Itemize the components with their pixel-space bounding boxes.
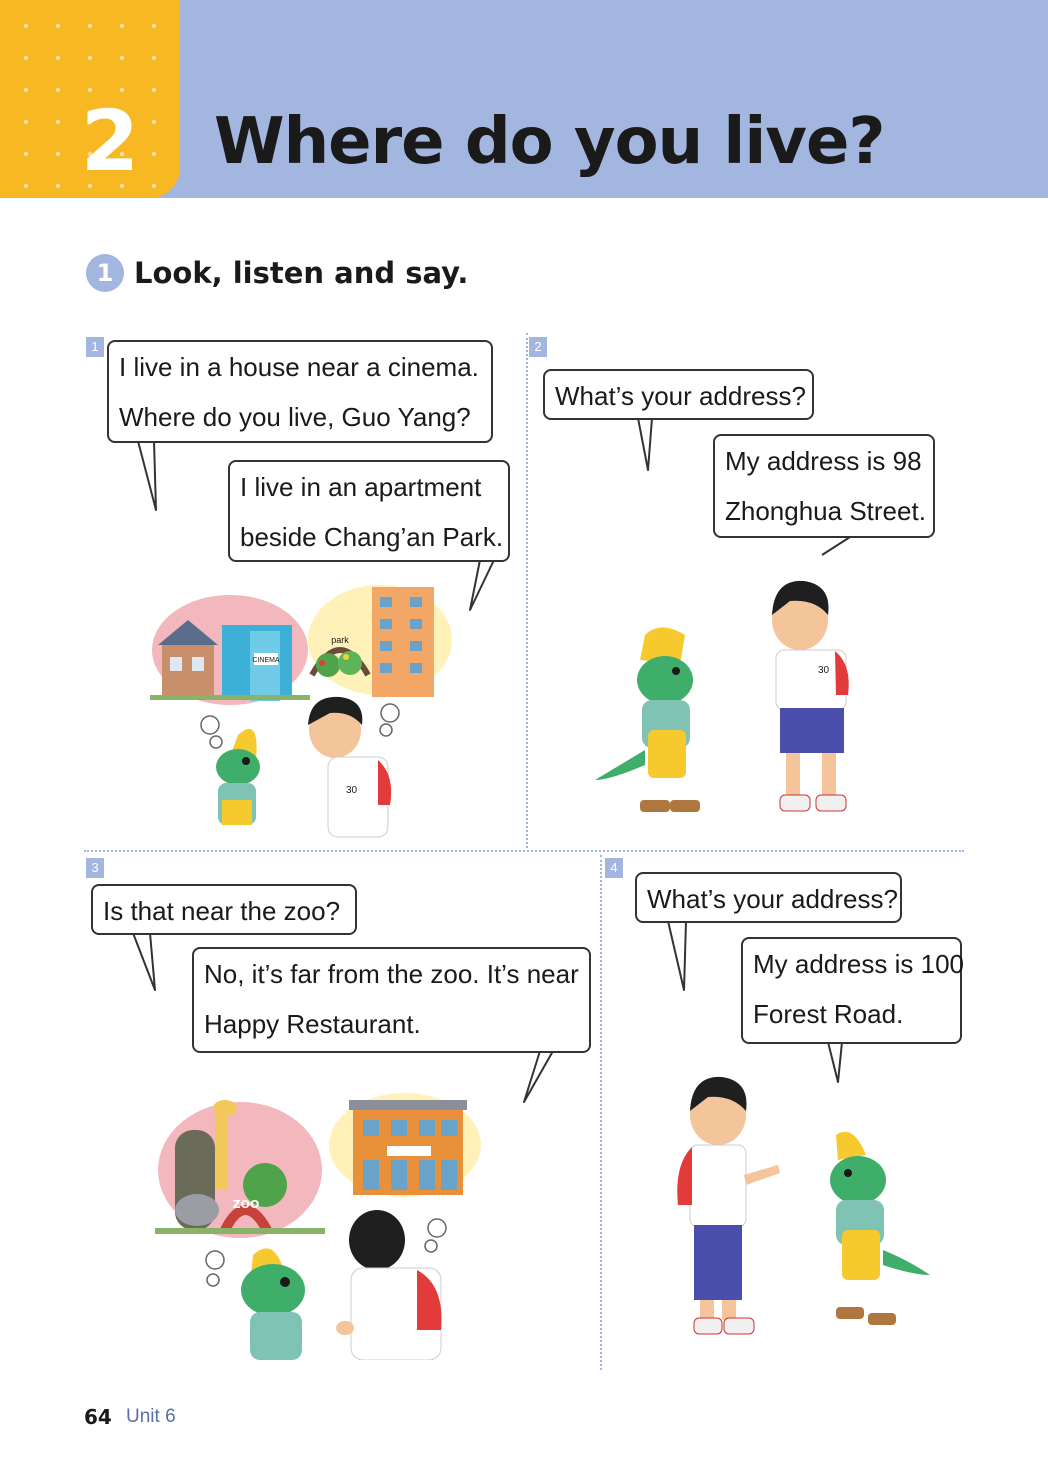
panel4-illustration [668,1075,938,1345]
cinema-sign-text: CINEMA [252,657,280,664]
boy-guo-yang [308,697,391,837]
shirt-number-text: 30 [818,665,830,676]
speech-bubble-panel3-b [192,947,591,1053]
dino-character [207,1248,333,1360]
panel1-illustration [150,585,470,845]
panel-divider-vertical-bottom [600,855,602,1370]
bubble-line: Is that near the zoo? [103,896,341,926]
boy-guo-yang [677,1077,780,1334]
panel-divider-vertical-top [526,333,528,848]
page-number: 64 [84,1405,112,1429]
bubble-tail-2a [638,418,652,470]
thought-bubble-apartment-park [308,585,452,697]
speech-bubble-panel2-a [543,369,814,420]
bubble-tail-2b [822,537,850,555]
page-title: Where do you live? [214,105,885,179]
bubble-tail-3a [133,933,155,990]
panel-number-2: 2 [529,337,547,357]
section-title: Look, listen and say. [134,256,469,290]
bubble-line: My address is 98 [725,446,922,476]
dino-character [216,729,276,825]
bubble-tail-1a [138,441,156,510]
speech-bubble-panel3-a [91,884,357,935]
bubble-line: I live in an apartment [240,472,482,502]
dino-character [817,1132,930,1325]
speech-bubble-panel4-a [635,872,902,923]
park-sign-text: park [331,635,349,645]
boy-guo-yang [772,581,849,811]
thought-bubble-zoo [155,1100,325,1238]
bubble-line: What’s your address? [555,381,806,411]
bubble-line: Forest Road. [753,999,904,1029]
bubble-line: My address is 100 [753,949,964,979]
lesson-number: 2 [80,92,140,190]
panel-number-4: 4 [605,858,623,878]
unit-label: Unit 6 [126,1406,176,1427]
zoo-sign-text: ZOO [232,1198,260,1211]
bubble-line: beside Chang’an Park. [240,522,504,552]
bubble-line: Where do you live, Guo Yang? [119,402,471,432]
bubble-tail-3b [524,1051,553,1102]
bubble-line: I live in a house near a cinema. [119,352,479,382]
speech-bubble-panel1-b [228,460,510,562]
bubble-line: Zhonghua Street. [725,496,926,526]
panel3-illustration [155,1090,485,1360]
speech-bubble-panel2-b [713,434,935,538]
bubble-tail-1b [470,560,494,610]
speech-bubble-panel1-a [107,340,493,443]
dino-character [595,628,719,813]
bubble-line: What’s your address? [647,884,898,914]
bubble-line: No, it’s far from the zoo. It’s near [204,959,579,989]
thought-bubble-house-cinema [150,595,310,705]
panel-divider-horizontal [84,850,964,852]
panel-number-1: 1 [86,337,104,357]
panel-number-3: 3 [86,858,104,878]
section-number-badge: 1 [86,254,124,292]
panel2-illustration [590,565,880,825]
boy-guo-yang-back [336,1210,442,1360]
speech-bubble-panel4-b [741,937,962,1044]
shirt-number-text: 30 [346,785,358,796]
bubble-line: Happy Restaurant. [204,1009,421,1039]
thought-bubble-restaurant [329,1093,481,1197]
bubble-tail-4a [668,921,686,990]
